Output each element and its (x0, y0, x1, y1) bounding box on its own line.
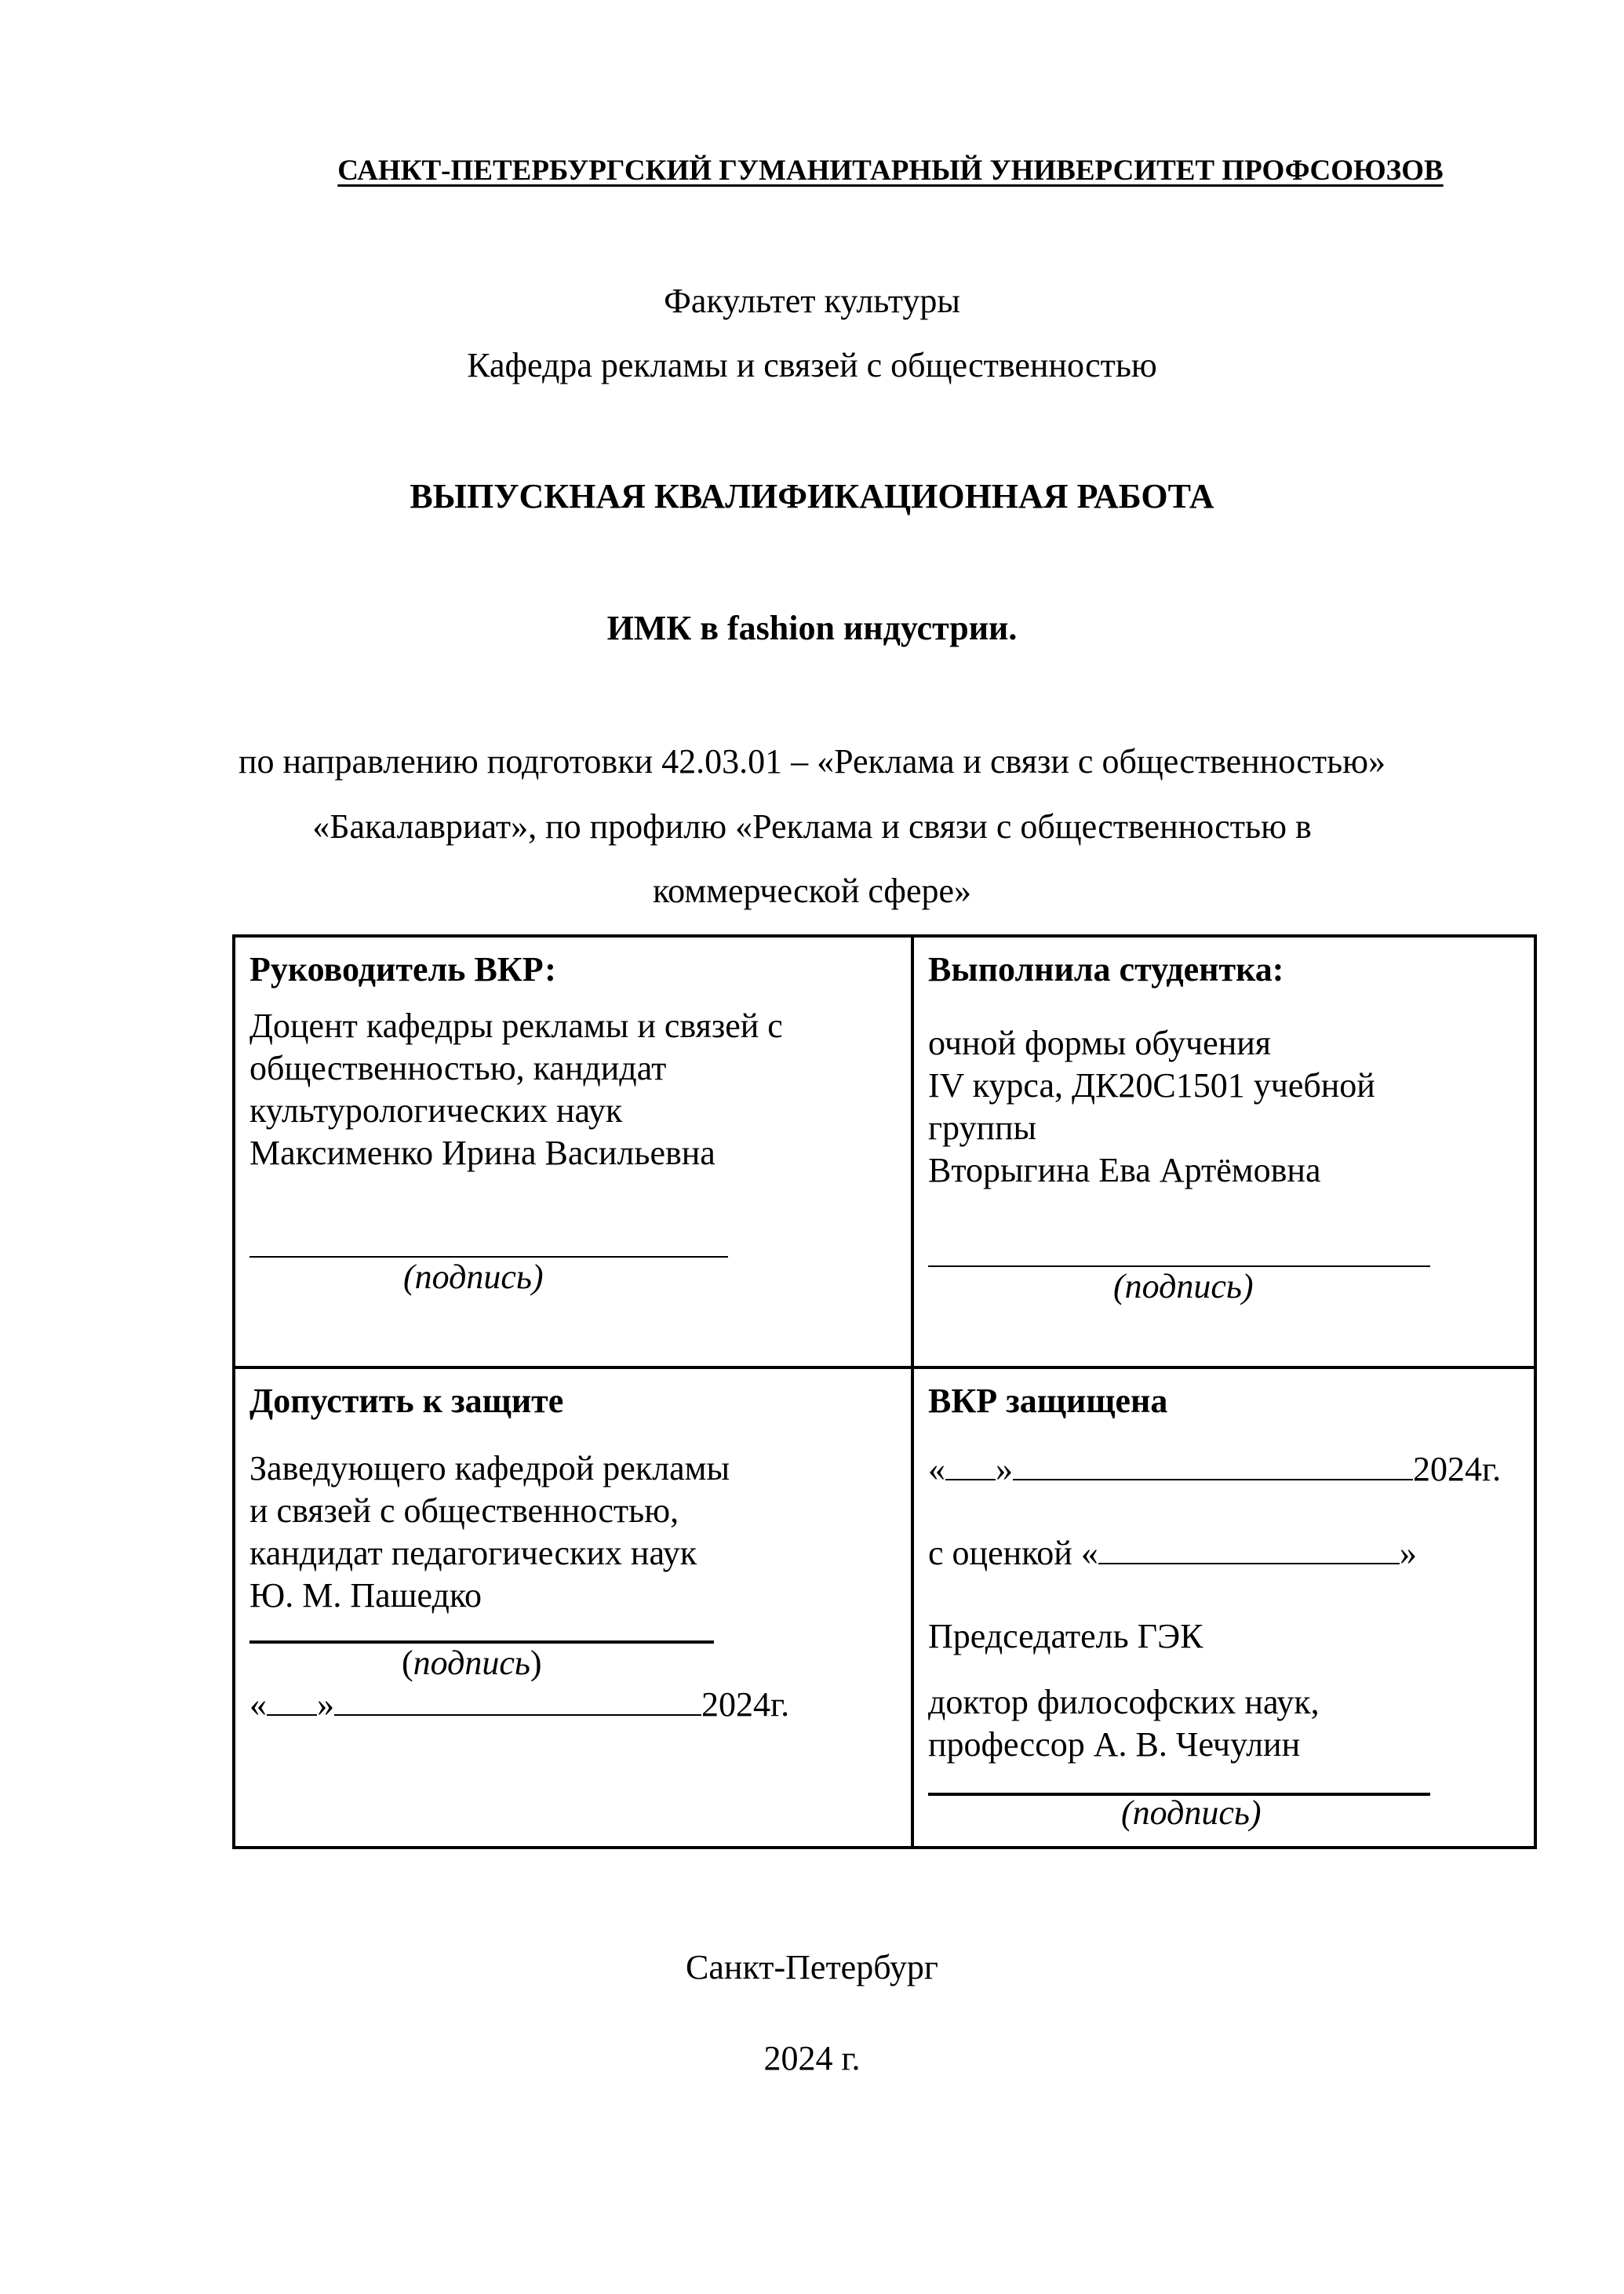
student-signature-caption: (подпись) (1113, 1267, 1254, 1305)
defense-date[interactable]: « » 2024г. (928, 1447, 1521, 1491)
student-line: группы (928, 1109, 1037, 1147)
university-name: САНКТ-ПЕТЕРБУРГСКИЙ ГУМАНИТАРНЫЙ УНИВЕРСИТЕТ ПРОФСОЮЗОВ (337, 155, 1444, 187)
supervisor-signature-caption: (подпись) (403, 1258, 544, 1296)
defense-grade[interactable]: с оценкой « » (928, 1531, 1521, 1575)
defense-cell (912, 1367, 1535, 1848)
admission-day-blank[interactable] (267, 1683, 317, 1716)
supervisor-name: Максименко Ирина Васильевна (249, 1134, 716, 1172)
student-line: очной формы обучения (928, 1024, 1272, 1062)
student-signature-line[interactable] (928, 1223, 1430, 1267)
student-heading: Выполнила студентка: (928, 950, 1284, 989)
student-cell (912, 936, 1535, 1367)
admission-month-blank[interactable] (334, 1683, 701, 1716)
supervisor-signature-line[interactable] (249, 1214, 728, 1258)
chair-line: профессор А. В. Чечулин (928, 1725, 1301, 1764)
supervisor-line: общественностью, кандидат (249, 1049, 667, 1087)
direction-line-1: по направлению подготовки 42.03.01 – «Реклама и связи с общественностью» (238, 742, 1386, 781)
supervisor-cell (234, 936, 912, 1367)
admission-heading: Допустить к защите (249, 1382, 564, 1420)
admission-line: и связей с общественностью, (249, 1491, 679, 1530)
defense-day-blank[interactable] (945, 1447, 996, 1480)
admission-head-name: Ю. М. Пашедко (249, 1576, 482, 1615)
chair-line: доктор философских наук, (928, 1683, 1320, 1721)
footer-year: 2024 г. (763, 2039, 861, 2077)
defense-month-blank[interactable] (1013, 1447, 1413, 1480)
chair-signature-line[interactable] (928, 1766, 1430, 1796)
direction-line-2: «Бакалавриат», по профилю «Реклама и связи с общественностью в (312, 807, 1312, 846)
department-name: Кафедра рекламы и связей с общественностью (467, 346, 1157, 384)
admission-line: Заведующего кафедрой рекламы (249, 1449, 730, 1487)
chair-signature-caption: (подпись) (1121, 1793, 1262, 1832)
admission-line: кандидат педагогических наук (249, 1534, 697, 1572)
direction-line-3: коммерческой сфере» (652, 872, 972, 910)
supervisor-line: Доцент кафедры рекламы и связей с (249, 1007, 783, 1045)
signature-table (232, 934, 1537, 1849)
admission-signature-line[interactable] (249, 1617, 714, 1644)
thesis-topic: ИМК в fashion индустрии. (606, 609, 1018, 647)
footer-city: Санкт-Петербург (686, 1948, 938, 1986)
admission-cell: Допустить к защите Заведующего кафедрой рекламы и связей с общественностью, кандидат педагогических наук Ю. М. Пашедко (подпись) « » 2024г. (234, 1367, 912, 1848)
supervisor-heading: Руководитель ВКР: (249, 950, 556, 989)
supervisor-line: культурологических наук (249, 1091, 623, 1130)
student-line: IV курса, ДК20С1501 учебной (928, 1066, 1375, 1105)
faculty-name: Факультет культуры (664, 282, 960, 320)
admission-signature-caption: подпись (413, 1644, 530, 1682)
grade-blank[interactable] (1098, 1531, 1400, 1564)
chair-title: Председатель ГЭК (928, 1617, 1203, 1655)
defense-heading: ВКР защищена (928, 1382, 1168, 1420)
admission-date[interactable]: « » 2024г. (249, 1683, 898, 1726)
student-name: Вторыгина Ева Артёмовна (928, 1151, 1321, 1189)
work-type-title: ВЫПУСКНАЯ КВАЛИФИКАЦИОННАЯ РАБОТА (410, 477, 1214, 515)
